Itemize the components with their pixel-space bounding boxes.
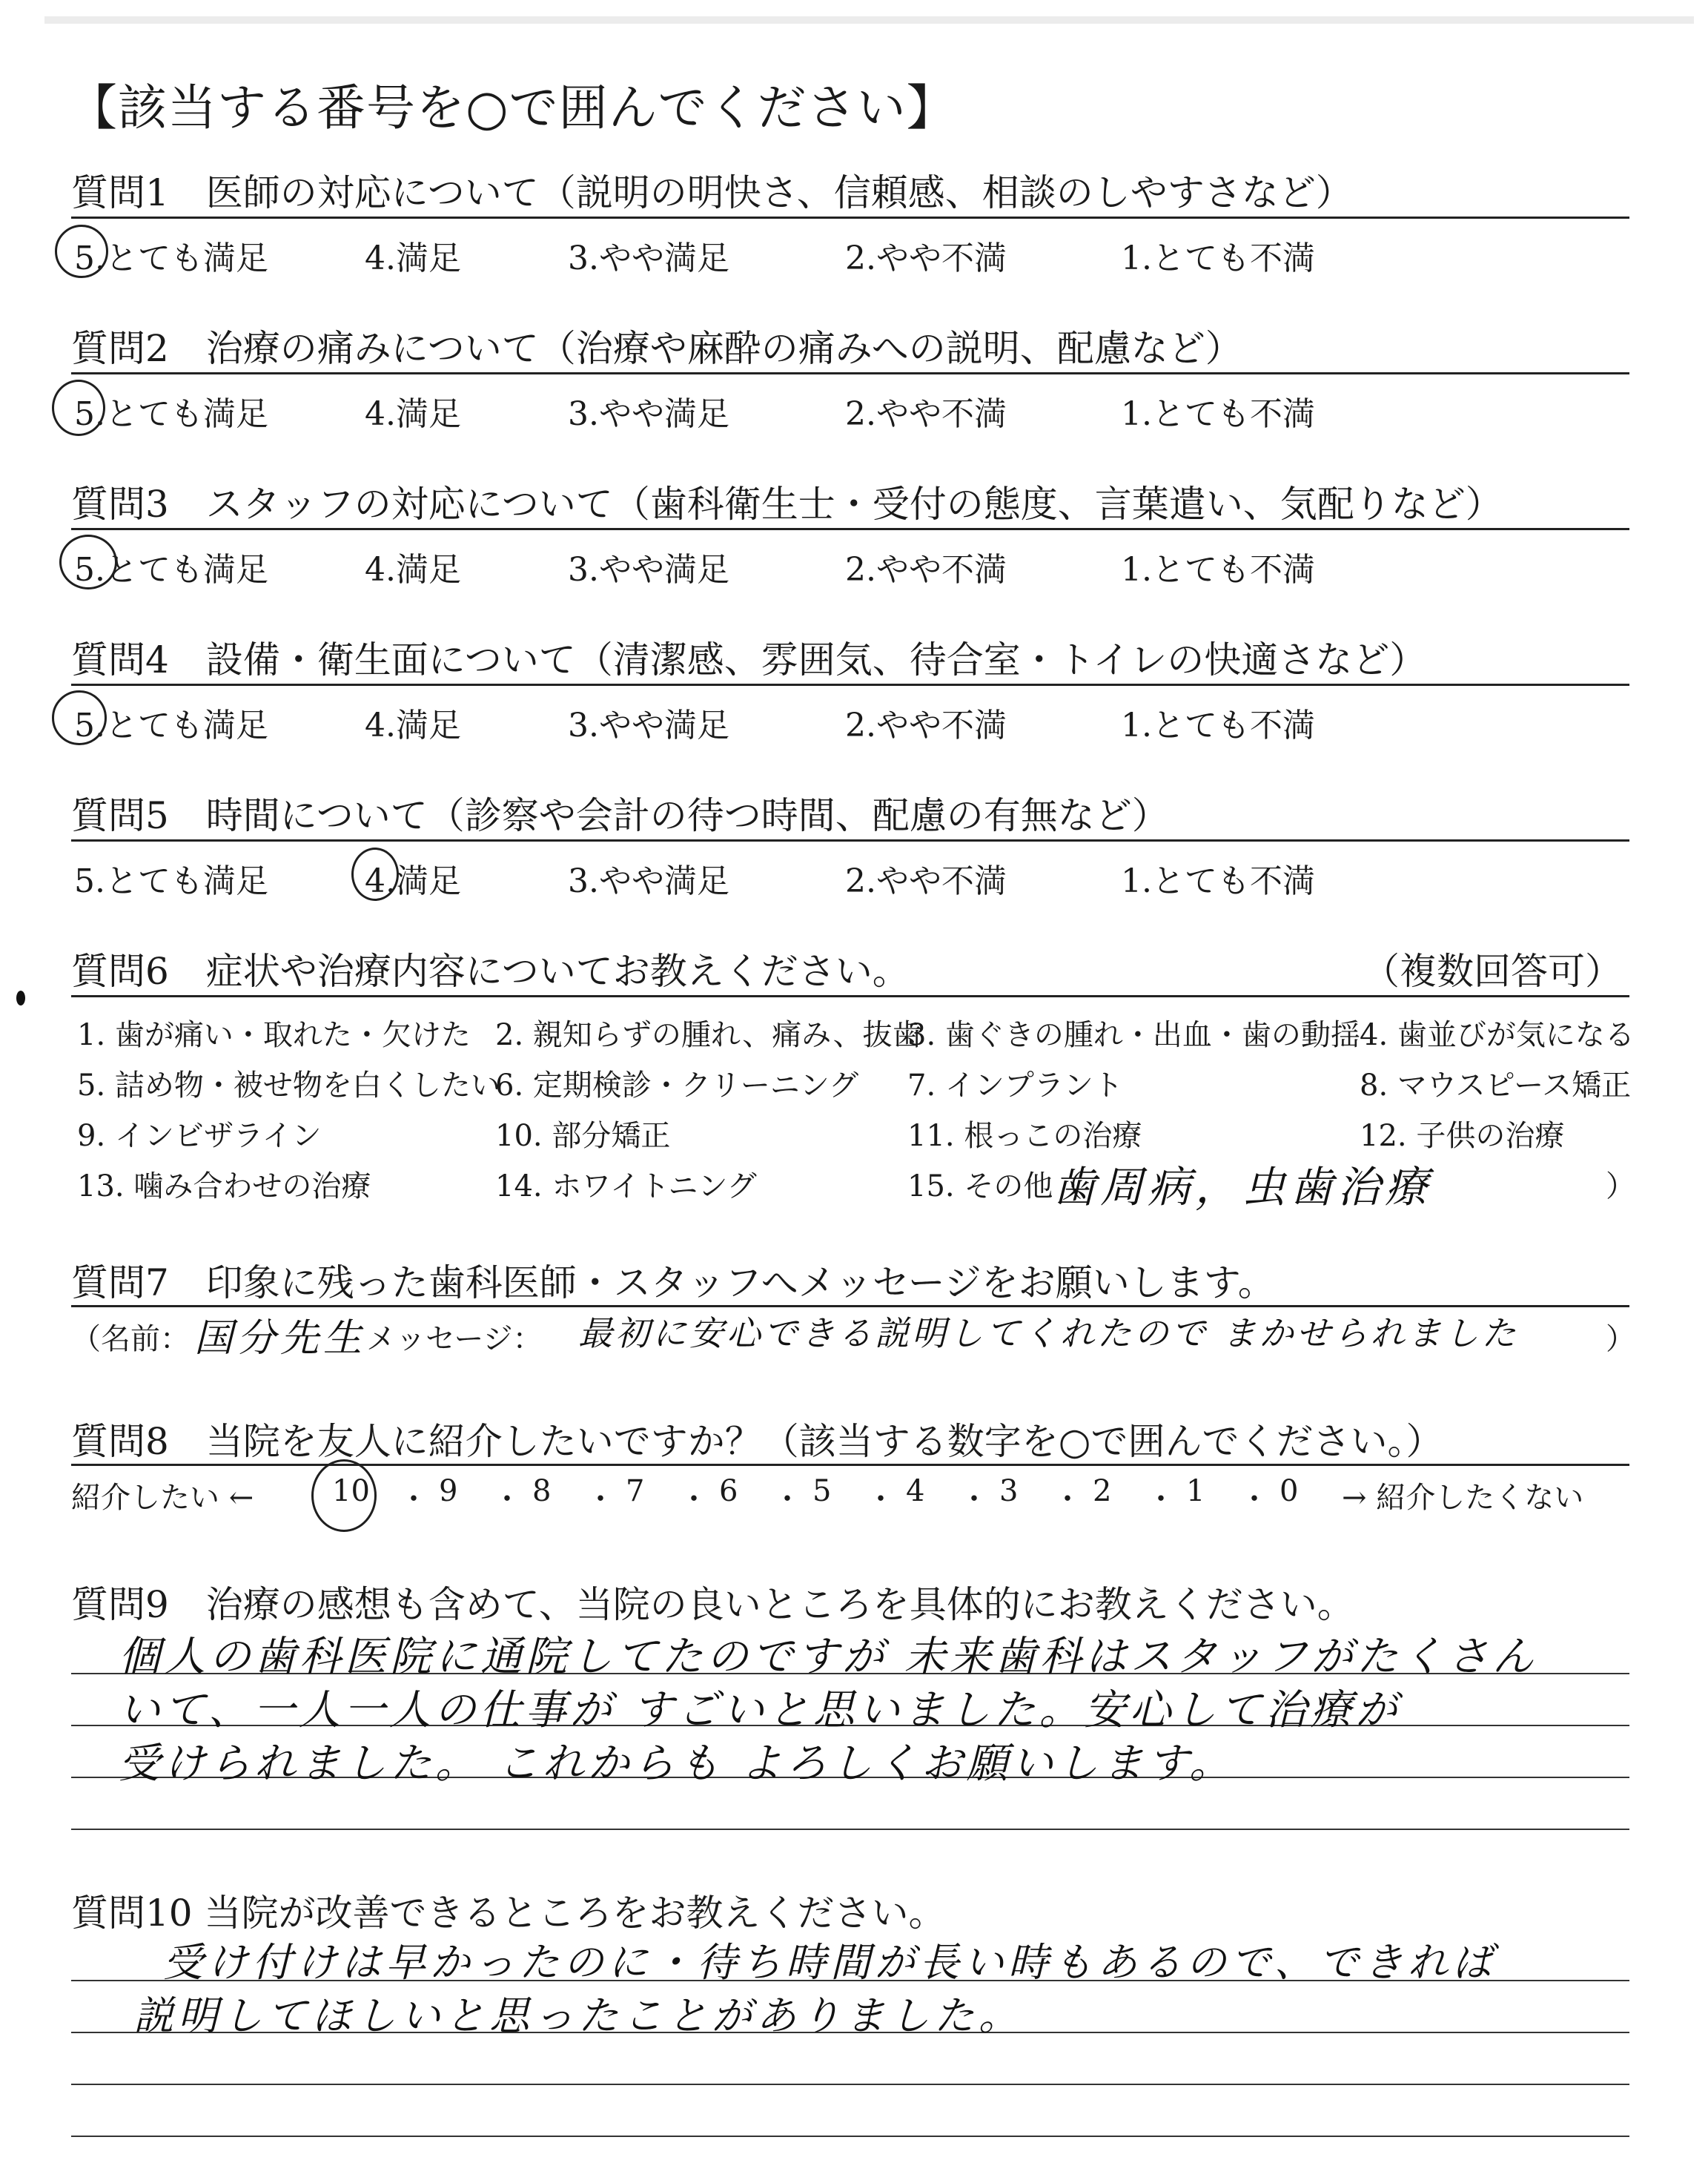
question-6-rule <box>71 995 1629 997</box>
q10-answer-line <box>71 2084 1629 2085</box>
q2-option-1[interactable]: 1.とても不満 <box>1121 395 1315 433</box>
question-8-title: 質問8 当院を友人に紹介したいですか？（該当する数字を○で囲んでください。） <box>71 1420 1443 1463</box>
q3-option-3[interactable]: 3.やや満足 <box>568 551 729 589</box>
q5-option-4[interactable]: 4.満足 <box>365 862 461 900</box>
question-9-title: 質問9 治療の感想も含めて、当院の良いところを具体的にお教えください。 <box>71 1583 1354 1626</box>
question-4-rule <box>71 684 1629 686</box>
q6-option-9[interactable]: 9. インビザライン <box>77 1119 322 1153</box>
q4-option-5[interactable]: 5.とても満足 <box>74 707 268 744</box>
q2-option-4[interactable]: 4.満足 <box>365 395 461 433</box>
q8-sep: ・ <box>1239 1482 1269 1516</box>
q1-option-1[interactable]: 1.とても不満 <box>1121 240 1315 277</box>
ink-mark <box>16 991 25 1005</box>
q2-option-2[interactable]: 2.やや不満 <box>845 395 1007 433</box>
q2-option-3[interactable]: 3.やや満足 <box>568 395 729 433</box>
q8-sep: ・ <box>492 1482 522 1516</box>
q3-option-2[interactable]: 2.やや不満 <box>845 551 1007 589</box>
question-4-title: 質問4 設備・衛生面について（清潔感、雰囲気、待合室・トイレの快適さなど） <box>71 638 1427 681</box>
q6-option-4[interactable]: 4. 歯並びが気になる <box>1360 1018 1635 1052</box>
question-1-rule <box>71 217 1629 219</box>
q6-option-3[interactable]: 3. 歯ぐきの腫れ・出血・歯の動揺 <box>907 1018 1360 1052</box>
scan-top-edge <box>44 16 1694 24</box>
q10-answer-line <box>71 2136 1629 2137</box>
q8-left-label: 紹介したい ← <box>71 1481 254 1515</box>
q6-other-close: ） <box>1606 1169 1635 1203</box>
q4-option-2[interactable]: 2.やや不満 <box>845 707 1007 744</box>
q8-selection-circle <box>311 1459 377 1532</box>
q8-sep: ・ <box>959 1482 989 1516</box>
q8-sep: ・ <box>772 1482 802 1516</box>
q8-sep: ・ <box>586 1482 615 1516</box>
q6-option-5[interactable]: 5. 詰め物・被せ物を白くしたい <box>77 1069 500 1103</box>
q2-option-5[interactable]: 5.とても満足 <box>74 395 268 433</box>
question-3-rule <box>71 528 1629 530</box>
q6-other-answer[interactable]: 歯周病，虫歯治療 <box>1053 1162 1433 1212</box>
q8-scale-4[interactable]: 4 <box>906 1474 925 1508</box>
q4-selection-circle <box>52 690 107 745</box>
question-6-title: 質問6 症状や治療内容についてお教えください。 <box>71 950 910 993</box>
question-5-title: 質問5 時間について（診察や会計の待つ時間、配慮の有無など） <box>71 794 1169 837</box>
q6-option-10[interactable]: 10. 部分矯正 <box>495 1119 671 1153</box>
q8-right-label: → 紹介したくない <box>1342 1481 1584 1515</box>
question-1-title: 質問1 医師の対応について（説明の明快さ、信頼感、相談のしやすさなど） <box>71 171 1353 214</box>
q8-scale-5[interactable]: 5 <box>812 1474 832 1508</box>
q1-option-4[interactable]: 4.満足 <box>365 240 461 277</box>
q5-selection-circle <box>351 848 399 901</box>
q6-option-13[interactable]: 13. 噛み合わせの治療 <box>77 1169 371 1203</box>
q5-option-1[interactable]: 1.とても不満 <box>1121 862 1315 900</box>
q4-option-1[interactable]: 1.とても不満 <box>1121 707 1315 744</box>
q1-option-3[interactable]: 3.やや満足 <box>568 240 729 277</box>
question-2-rule <box>71 372 1629 374</box>
q2-selection-circle <box>52 380 105 436</box>
q1-option-5[interactable]: 5.とても満足 <box>74 240 268 277</box>
q5-option-5[interactable]: 5.とても満足 <box>74 862 268 900</box>
q6-option-14[interactable]: 14. ホワイトニング <box>495 1169 757 1203</box>
q4-option-3[interactable]: 3.やや満足 <box>568 707 729 744</box>
page-title: 【該当する番号を○で囲んでください】 <box>68 79 956 136</box>
q5-option-3[interactable]: 3.やや満足 <box>568 862 729 900</box>
question-6-note: （複数回答可） <box>1363 950 1622 993</box>
q8-sep: ・ <box>399 1482 428 1516</box>
question-3-title: 質問3 スタッフの対応について（歯科衛生士・受付の態度、言葉遣い、気配りなど） <box>71 483 1503 526</box>
q8-scale-9[interactable]: 9 <box>439 1474 458 1508</box>
q8-scale-6[interactable]: 6 <box>719 1474 738 1508</box>
q8-sep: ・ <box>866 1482 896 1516</box>
q3-option-1[interactable]: 1.とても不満 <box>1121 551 1315 589</box>
q7-name-value[interactable]: 国分先生 <box>194 1316 367 1361</box>
q6-option-8[interactable]: 8. マウスピース矯正 <box>1360 1069 1632 1103</box>
q6-option-12[interactable]: 12. 子供の治療 <box>1360 1119 1565 1153</box>
q6-option-2[interactable]: 2. 親知らずの腫れ、痛み、抜歯 <box>495 1018 922 1052</box>
question-7-title: 質問7 印象に残った歯科医師・スタッフへメッセージをお願いします。 <box>71 1261 1275 1304</box>
q7-name-label: （名前： <box>71 1322 190 1356</box>
q10-answer-line-1[interactable]: 受け付けは早かったのに・待ち時間が長い時もあるので、できれば <box>163 1939 1497 1986</box>
q4-option-4[interactable]: 4.満足 <box>365 707 461 744</box>
q8-scale-10[interactable]: 10 <box>332 1474 370 1508</box>
q5-option-2[interactable]: 2.やや不満 <box>845 862 1007 900</box>
q6-option-6[interactable]: 6. 定期検診・クリーニング <box>495 1069 859 1103</box>
q9-answer-line <box>71 1829 1629 1830</box>
question-10-title: 質問10 当院が改善できるところをお教えください。 <box>71 1892 946 1935</box>
q8-scale-3[interactable]: 3 <box>999 1474 1019 1508</box>
q3-option-5[interactable]: 5.とても満足 <box>74 551 268 589</box>
q1-option-2[interactable]: 2.やや不満 <box>845 240 1007 277</box>
q8-scale-0[interactable]: 0 <box>1280 1474 1299 1508</box>
q6-option-7[interactable]: 7. インプラント <box>907 1069 1123 1103</box>
q8-scale-1[interactable]: 1 <box>1186 1474 1205 1508</box>
q9-answer-line-1[interactable]: 個人の歯科医院に通院してたのですが 未来歯科はスタッフがたくさん <box>119 1633 1537 1681</box>
question-5-rule <box>71 839 1629 842</box>
q6-option-11[interactable]: 11. 根っこの治療 <box>907 1119 1142 1153</box>
q8-sep: ・ <box>1146 1482 1176 1516</box>
q8-scale-2[interactable]: 2 <box>1093 1474 1112 1508</box>
question-2-title: 質問2 治療の痛みについて（治療や麻酔の痛みへの説明、配慮など） <box>71 327 1242 370</box>
q9-answer-line-3[interactable]: 受けられました。 これからも よろしくお願いします。 <box>119 1740 1235 1788</box>
q3-selection-circle <box>59 535 117 589</box>
q8-sep: ・ <box>1053 1482 1082 1516</box>
q8-scale-8[interactable]: 8 <box>532 1474 552 1508</box>
q8-sep: ・ <box>679 1482 709 1516</box>
q3-option-4[interactable]: 4.満足 <box>365 551 461 589</box>
q10-answer-line-2[interactable]: 説明してほしいと思ったことがありました。 <box>133 1992 1023 2039</box>
q7-message-value[interactable]: 最初に安心できる説明してくれたので まかせられました <box>578 1313 1519 1353</box>
q9-answer-line-2[interactable]: いて、一人一人の仕事が すごいと思いました。安心して治療が <box>119 1686 1401 1734</box>
question-8-rule <box>71 1464 1629 1466</box>
q8-scale-7[interactable]: 7 <box>626 1474 645 1508</box>
q1-selection-circle <box>55 225 108 278</box>
q7-close: ） <box>1606 1322 1635 1356</box>
q6-option-15[interactable]: 15. その他（ <box>907 1169 1083 1203</box>
q6-option-1[interactable]: 1. 歯が痛い・取れた・欠けた <box>77 1018 471 1052</box>
q7-message-label: メッセージ： <box>366 1322 543 1356</box>
